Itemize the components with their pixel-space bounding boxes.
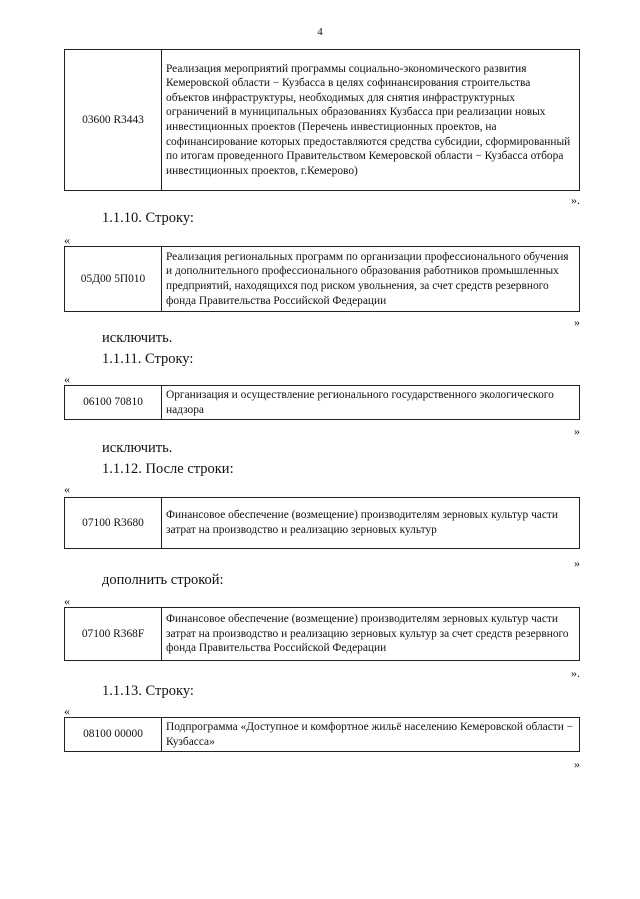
opening-quote: « xyxy=(64,594,70,608)
budget-row-table xyxy=(64,497,580,549)
clause-action: исключить. xyxy=(102,330,173,346)
clause-heading: 1.1.13. Строку: xyxy=(102,683,194,699)
budget-row-table xyxy=(64,385,580,420)
closing-quote: » xyxy=(574,424,580,438)
budget-row-table xyxy=(64,246,580,312)
opening-quote: « xyxy=(64,372,70,386)
budget-description: Организация и осуществление регионального государственного экологического надзора xyxy=(162,386,580,420)
budget-code: 07100 R3680 xyxy=(65,498,162,549)
closing-quote: » xyxy=(574,315,580,329)
budget-code: 06100 70810 xyxy=(65,386,162,420)
closing-quote: » xyxy=(574,757,580,771)
clause-action: исключить. xyxy=(102,440,173,456)
closing-quote: ». xyxy=(571,666,580,680)
budget-code: 08100 00000 xyxy=(65,718,162,752)
clause-action: дополнить строкой: xyxy=(102,572,224,588)
page-number: 4 xyxy=(317,26,323,38)
budget-row-table xyxy=(64,49,580,191)
budget-row-table xyxy=(64,717,580,752)
clause-heading: 1.1.12. После строки: xyxy=(102,461,234,477)
clause-heading: 1.1.11. Строку: xyxy=(102,351,194,367)
budget-description: Финансовое обеспечение (возмещение) производителям зерновых культур части затрат на производство и реализацию зерновых культур xyxy=(162,498,580,549)
budget-description: Подпрограмма «Доступное и комфортное жильё населению Кемеровской области − Кузбасса» xyxy=(162,718,580,752)
closing-quote: ». xyxy=(571,193,580,207)
budget-code: 03600 R3443 xyxy=(65,50,162,191)
budget-description: Финансовое обеспечение (возмещение) производителям зерновых культур части затрат на производство и реализацию зерновых культур за счет средств резервного фонда Правительства Российской Федерации xyxy=(162,608,580,661)
opening-quote: « xyxy=(64,704,70,718)
budget-code: 07100 R368F xyxy=(65,608,162,661)
opening-quote: « xyxy=(64,482,70,496)
budget-description: Реализация региональных программ по организации профессионального обучения и дополнительного профессионального образования работников промышленных предприятий, находящихся под риском увольнения, за счет средств резервного фонда Правительства Российской Федерации xyxy=(162,247,580,312)
budget-code: 05Д00 5П010 xyxy=(65,247,162,312)
opening-quote: « xyxy=(64,233,70,247)
clause-heading: 1.1.10. Строку: xyxy=(102,210,194,226)
budget-description: Реализация мероприятий программы социально-экономического развития Кемеровской области − Кузбасса в целях софинансирования строительства объектов инфраструктуры, необходимых для снятия инфраструктурных ограничений в муниципальных образованиях Кузбасса при реализации новых инвестиционных проектов (Перечень инвестиционных проектов, на софинансирование которых предоставляются средства субсидии, сформированный по итогам проведенного Правительством Кемеровской области − Кузбасса отбора инвестиционных проектов, г.Кемерово) xyxy=(162,50,580,191)
closing-quote: » xyxy=(574,556,580,570)
budget-row-table xyxy=(64,607,580,661)
